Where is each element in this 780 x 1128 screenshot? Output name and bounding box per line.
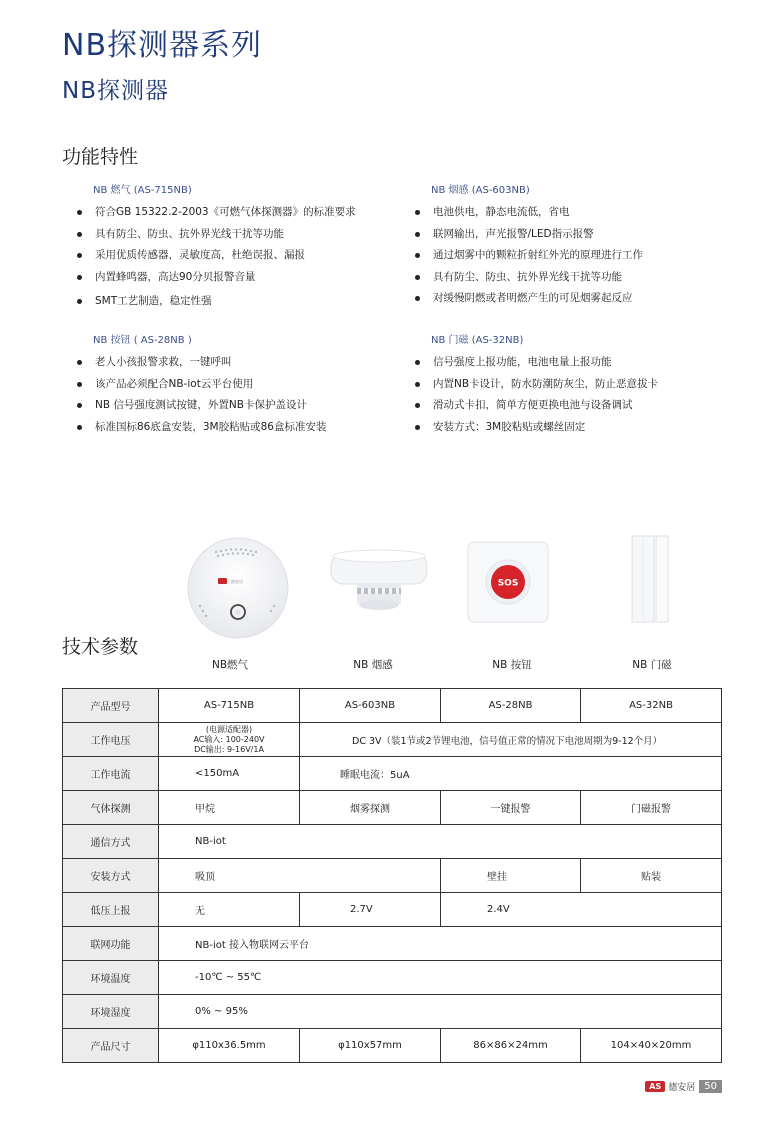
table-cell: AS-603NB <box>300 689 441 723</box>
cell-line: DC输出: 9-16V/1A <box>194 744 264 754</box>
feature-title: NB 燃气 (AS-715NB) <box>93 185 192 196</box>
bullet-icon <box>415 360 420 365</box>
row-header: 低压上报 <box>63 893 159 927</box>
item-text: 该产品必须配合NB-iot云平台使用 <box>95 377 254 390</box>
features-heading: 功能特性 <box>62 146 139 168</box>
row-header: 产品尺寸 <box>63 1029 159 1063</box>
item-text: 滑动式卡扣，简单方便更换电池与设备调试 <box>433 399 633 412</box>
item-text: 内置NB卡设计，防水防潮防灰尘，防止恶意拔卡 <box>433 377 659 390</box>
spec-heading: 技术参数 <box>62 636 139 658</box>
list-item <box>65 417 365 439</box>
bullet-icon <box>415 232 420 237</box>
product-label-smoke: NB 烟感 <box>353 659 393 671</box>
table-cell <box>159 723 300 757</box>
item-text: 内置蜂鸣器，高达90分贝报警音量 <box>95 270 256 283</box>
item-text: 老人小孩报警求救，一键呼叫 <box>95 356 232 368</box>
item-text: 信号强度上报功能，电池电量上报功能 <box>433 356 612 368</box>
item-text: 电池供电，静态电流低，省电 <box>433 206 570 218</box>
table-cell: 烟雾探测 <box>300 791 441 825</box>
list-item <box>403 417 703 439</box>
row-header: 产品型号 <box>63 689 159 723</box>
feature-title: NB 烟感 (AS-603NB) <box>431 185 530 196</box>
feature-block-door <box>403 331 703 438</box>
brand-logo: AS <box>645 1081 665 1092</box>
cell-line: (电源适配器) <box>205 724 253 734</box>
list-item <box>65 291 365 313</box>
bullet-icon <box>77 425 82 430</box>
product-label-gas: NB燃气 <box>211 659 249 671</box>
feature-title: NB 按钮 ( AS-28NB ) <box>93 335 192 346</box>
list-item <box>403 202 703 224</box>
row-header: 安装方式 <box>63 859 159 893</box>
table-row <box>63 927 722 961</box>
table-cell: AS-32NB <box>581 689 722 723</box>
list-item <box>403 224 703 246</box>
list-item <box>65 224 365 246</box>
table-cell: 86×86×24mm <box>441 1029 581 1063</box>
feature-title: NB 门磁 (AS-32NB) <box>431 335 524 346</box>
feature-block-gas <box>65 181 365 313</box>
table-cell: NB-iot 接入物联网云平台 <box>159 927 722 961</box>
sos-label: SOS <box>497 578 519 589</box>
list-item <box>65 395 365 417</box>
door-sensor-image <box>628 534 672 628</box>
row-header: 通信方式 <box>63 825 159 859</box>
table-row <box>63 961 722 995</box>
table-row <box>63 689 722 723</box>
bullet-icon <box>77 232 82 237</box>
table-row <box>63 791 722 825</box>
item-text: 通过烟雾中的颗粒折射红外光的原理进行工作 <box>433 249 643 262</box>
row-header: 工作电压 <box>63 723 159 757</box>
list-item <box>65 374 365 396</box>
bullet-icon <box>77 403 82 408</box>
table-cell: 壁挂 <box>441 859 581 893</box>
table-cell: 贴装 <box>581 859 722 893</box>
bullet-icon <box>415 403 420 408</box>
list-item <box>65 352 365 374</box>
row-header: 环境温度 <box>63 961 159 995</box>
feature-block-smoke <box>403 181 703 310</box>
item-text: 对缓慢阴燃或者明燃产生的可见烟雾起反应 <box>433 292 633 305</box>
bullet-icon <box>415 253 420 258</box>
list-item <box>65 267 365 289</box>
table-row <box>63 893 722 927</box>
item-text: 安装方式：3M胶粘贴或螺丝固定 <box>433 420 586 433</box>
table-cell: DC 3V（装1节或2节锂电池，信号值正常的情况下电池周期为9-12个月） <box>300 723 722 757</box>
table-cell: 0% ~ 95% <box>159 995 722 1029</box>
item-text: 采用优质传感器，灵敏度高，杜绝误报、漏报 <box>95 249 305 262</box>
bullet-icon <box>77 253 82 258</box>
sos-button-image <box>466 540 550 628</box>
product-label-button: NB 按钮 <box>492 659 532 671</box>
table-cell: 门磁报警 <box>581 791 722 825</box>
table-row <box>63 723 722 757</box>
table-cell: 104×40×20mm <box>581 1029 722 1063</box>
bullet-icon <box>77 210 82 215</box>
bullet-icon <box>415 210 420 215</box>
table-cell: NB-iot <box>159 825 722 859</box>
item-text: SMT工艺制造，稳定性强 <box>95 295 212 308</box>
table-row <box>63 859 722 893</box>
list-item <box>65 202 365 224</box>
table-cell: 无 <box>159 893 300 927</box>
item-text: 具有防尘、防虫、抗外界光线干扰等功能 <box>95 227 284 240</box>
table-cell: φ110x36.5mm <box>159 1029 300 1063</box>
table-row <box>63 825 722 859</box>
list-item <box>403 352 703 374</box>
row-header: 气体探测 <box>63 791 159 825</box>
table-cell: 2.7V <box>300 893 441 927</box>
item-text: 标准国标86底盒安装，3M胶粘贴或86盒标准安装 <box>95 420 327 433</box>
item-text: 具有防尘、防虫、抗外界光线干扰等功能 <box>433 270 622 283</box>
bullet-icon <box>77 275 82 280</box>
list-item <box>403 395 703 417</box>
list-item <box>403 245 703 267</box>
page-number: 50 <box>699 1080 722 1093</box>
page-footer <box>645 1080 722 1093</box>
table-cell: <150mA <box>159 757 300 791</box>
table-cell: -10℃ ~ 55℃ <box>159 961 722 995</box>
list-item <box>403 267 703 289</box>
row-header: 工作电流 <box>63 757 159 791</box>
table-cell: 2.4V <box>441 893 722 927</box>
product-label-door: NB 门磁 <box>632 659 672 671</box>
page-title: NB探测器系列 <box>62 28 263 63</box>
bullet-icon <box>77 382 82 387</box>
list-item <box>403 288 703 310</box>
table-cell: 睡眠电流：5uA <box>300 757 722 791</box>
table-cell: 吸顶 <box>159 859 441 893</box>
table-row <box>63 995 722 1029</box>
table-cell: 甲烷 <box>159 791 300 825</box>
gas-detector-image <box>186 536 290 644</box>
item-text: 联网输出，声光报警/LED指示报警 <box>433 227 594 240</box>
list-item <box>65 245 365 267</box>
svg-text:德安居: 德安居 <box>231 579 243 584</box>
row-header: 环境湿度 <box>63 995 159 1029</box>
table-row <box>63 757 722 791</box>
cell-line: AC输入: 100-240V <box>193 734 265 744</box>
table-cell: 一键报警 <box>441 791 581 825</box>
bullet-icon <box>415 425 420 430</box>
item-text: 符合GB 15322.2-2003《可燃气体探测器》的标准要求 <box>95 206 356 218</box>
bullet-icon <box>415 275 420 280</box>
row-header: 联网功能 <box>63 927 159 961</box>
table-cell: AS-715NB <box>159 689 300 723</box>
feature-block-button <box>65 331 365 438</box>
bullet-icon <box>77 360 82 365</box>
spec-table <box>62 688 722 1063</box>
bullet-icon <box>77 299 82 304</box>
item-text: NB 信号强度测试按键，外置NB卡保护盖设计 <box>95 399 307 412</box>
page-subtitle: NB探测器 <box>62 78 169 104</box>
bullet-icon <box>415 382 420 387</box>
list-item <box>403 374 703 396</box>
table-cell: φ110x57mm <box>300 1029 441 1063</box>
table-cell: AS-28NB <box>441 689 581 723</box>
bullet-icon <box>415 296 420 301</box>
table-row <box>63 1029 722 1063</box>
brand-name: 德安居 <box>668 1083 696 1093</box>
smoke-detector-image <box>327 548 431 622</box>
